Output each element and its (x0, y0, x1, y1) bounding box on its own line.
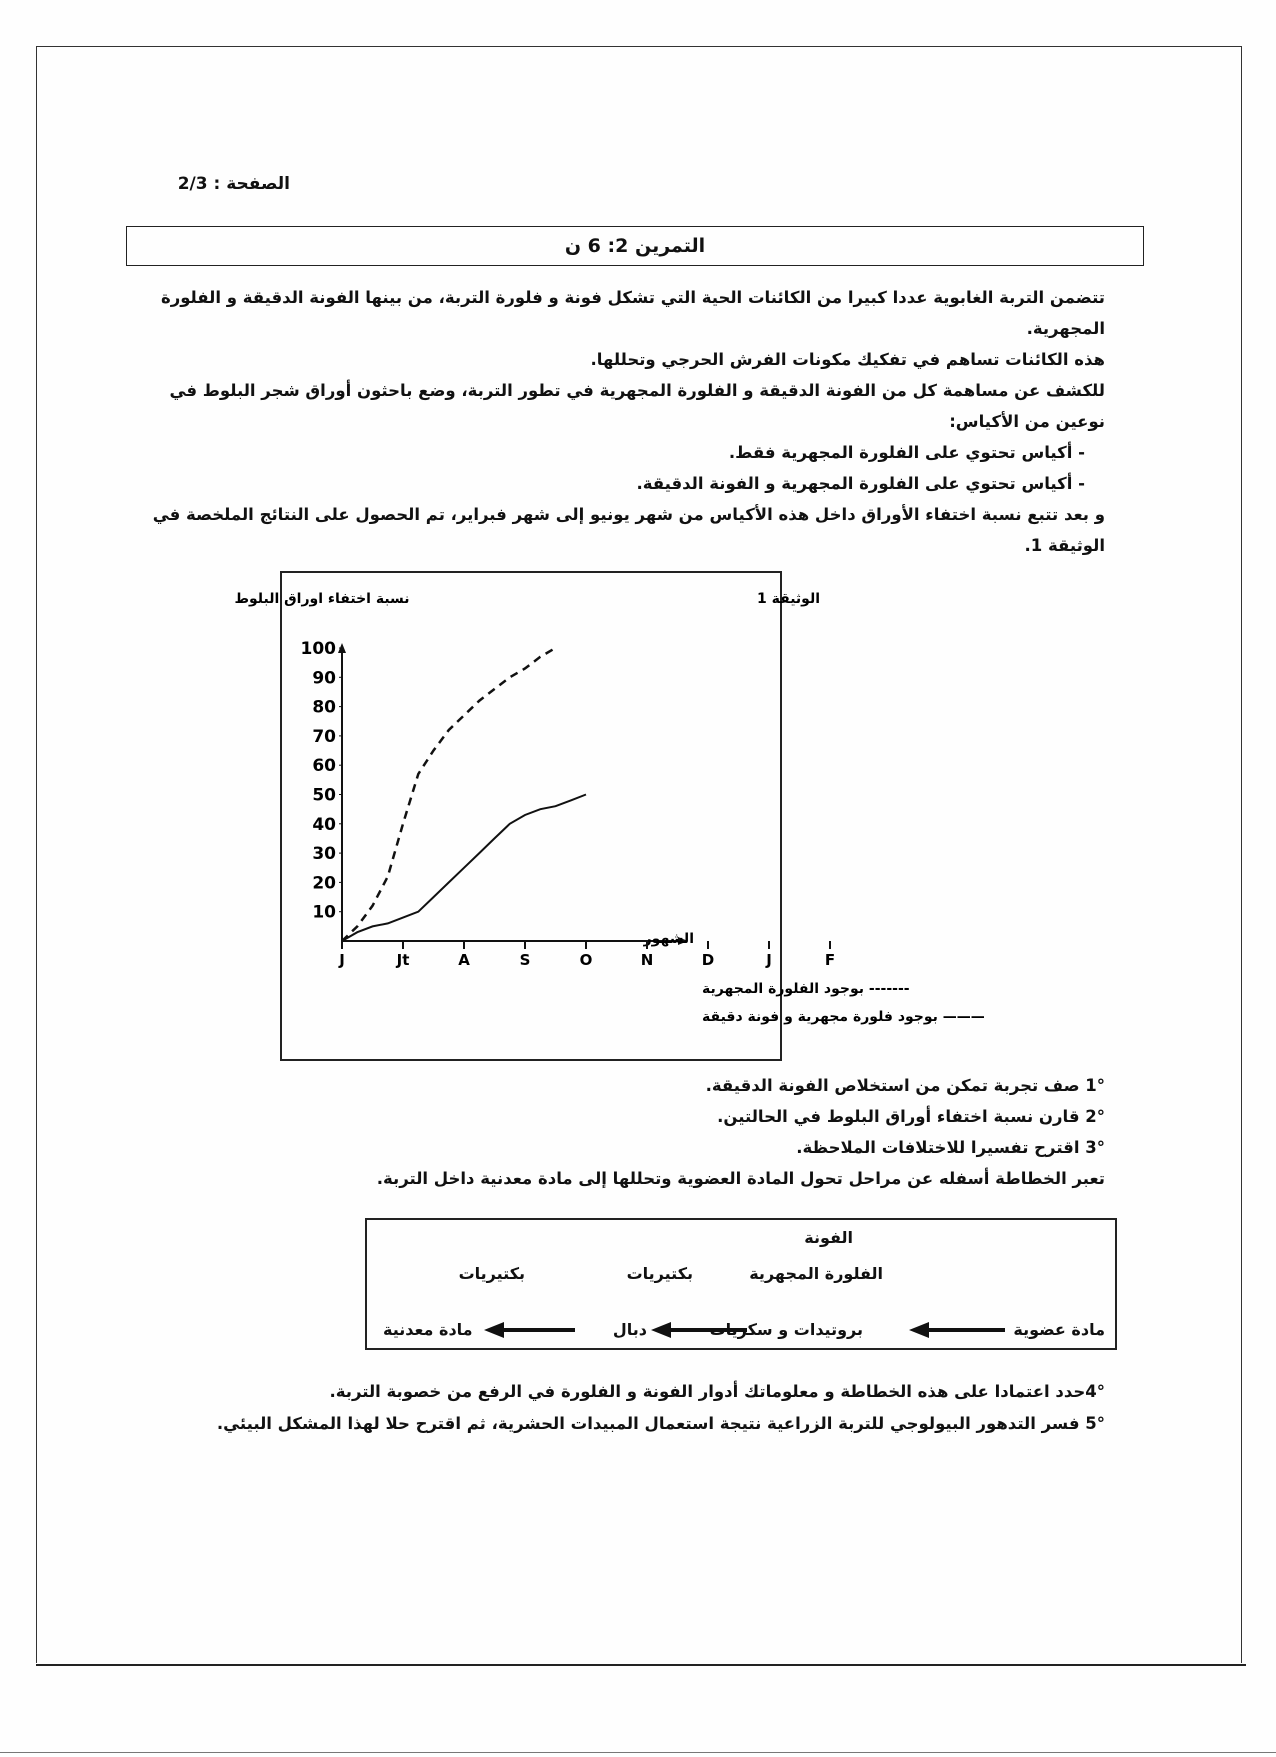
intro-paragraph-1: تتضمن التربة الغابوية عددا كبيرا من الكائنات الحية التي تشكل فونة و فلورة التربة، من بينها الفونة الدقيقة و الفلورة المجهرية. (160, 288, 1105, 338)
chart-x-tick-label: A (458, 951, 470, 969)
chart-x-tick-label: F (824, 951, 836, 969)
chart-y-tick-label: 20 (312, 873, 336, 894)
chart-y-axis-title: نسبة اختفاء اوراق البلوط (234, 591, 410, 607)
chart-y-tick-label: 70 (312, 726, 336, 747)
diagram-arrow-2 (649, 1320, 749, 1340)
exercise-title: التمرين 2: 6 ن (126, 226, 1144, 266)
document-1-chart (234, 571, 985, 1061)
page-bottom-rule (36, 1664, 1246, 1666)
chart-y-tick-label: 50 (312, 785, 336, 806)
chart-x-axis-title: الشهور (643, 931, 694, 947)
chart-y-tick-label: 90 (312, 668, 336, 689)
chart-y-tick-label: 30 (312, 844, 336, 865)
questions-part-1 (340, 1070, 1105, 1194)
chart-x-tick-label: J (339, 951, 345, 969)
intro-paragraph-3: للكشف عن مساهمة كل من الفونة الدقيقة و الفلورة المجهرية في تطور التربة، وضع باحثون أوراق شجر البلوط في نوعين من الأكياس: (169, 381, 1105, 431)
chart-x-tick-label: O (579, 951, 593, 969)
chart-legend-flora-fauna: ——— بوجود فلورة مجهرية و فونة دقيقة (702, 1009, 985, 1025)
chart-svg (234, 573, 985, 1059)
diagram-intro: تعبر الخطاطة أسفله عن مراحل تحول المادة العضوية وتحللها إلى مادة معدنية داخل التربة. (376, 1169, 1105, 1188)
diagram-microflora-label: الفلورة المجهرية (749, 1264, 883, 1283)
bullet-item-1: - أكياس تحتوي على الفلورة المجهرية فقط. (728, 443, 1085, 462)
intro-paragraph-2: هذه الكائنات تساهم في تفكيك مكونات الفرش الحرجي وتحللها. (590, 350, 1105, 369)
chart-legend-flora: ------- بوجود الفلورة المجهرية (702, 981, 910, 997)
chart-y-tick-label: 100 (300, 639, 336, 659)
diagram-proteins-sugars: بروتيدات و سكريات (709, 1320, 863, 1339)
diagram-arrow-1 (907, 1320, 1007, 1340)
chart-x-tick-label: D (701, 951, 715, 969)
intro-text (140, 282, 1105, 561)
diagram-organic-matter: مادة عضوية (1013, 1320, 1105, 1339)
question-3: 3° اقترح تفسيرا للاختلافات الملاحظة. (796, 1138, 1105, 1157)
question-2: 2° قارن نسبة اختفاء أوراق البلوط في الحالتين. (717, 1107, 1105, 1126)
diagram-fauna-label: الفونة (804, 1228, 853, 1247)
chart-y-tick-label: 40 (312, 814, 336, 835)
diagram-arrow-3 (482, 1320, 577, 1340)
chart-y-tick-label: 80 (312, 697, 336, 718)
bullet-item-2: - أكياس تحتوي على الفلورة المجهرية و الفونة الدقيقة. (636, 474, 1085, 493)
chart-x-tick-label: S (519, 951, 531, 969)
chart-y-tick-label: 10 (312, 902, 336, 923)
diagram-mineral-matter: مادة معدنية (383, 1320, 473, 1339)
diagram-bacteria-label-1: بكتيريات (626, 1264, 693, 1283)
chart-series-line-2 (342, 795, 586, 942)
chart-y-tick-label: 60 (312, 756, 336, 777)
chart-x-tick-label: N (640, 951, 654, 969)
chart-x-tick-label: J (766, 951, 772, 969)
scan-edge (0, 1752, 1276, 1753)
question-1: 1° صف تجربة تمكن من استخلاص الفونة الدقيقة. (705, 1076, 1105, 1095)
intro-paragraph-4: و بعد تتبع نسبة اختفاء الأوراق داخل هذه الأكياس من شهر يونيو إلى شهر فبراير، تم الحصول على النتائج الملخصة في الوثيقة 1. (152, 505, 1105, 555)
questions-part-2 (200, 1376, 1105, 1440)
diagram-humus: دبال (612, 1320, 647, 1339)
chart-x-tick-label: Jt (396, 951, 410, 969)
decomposition-diagram (365, 1218, 1117, 1350)
chart-doc-label: الوثيقة 1 (757, 591, 820, 607)
question-4: 4°حدد اعتمادا على هذه الخطاطة و معلوماتك أدوار الفونة و الفلورة في الرفع من خصوبة التربة. (329, 1382, 1105, 1401)
question-5: 5° فسر التدهور البيولوجي للتربة الزراعية نتيجة استعمال المبيدات الحشرية، ثم اقترح حلا لهذا المشكل البيئي. (216, 1414, 1105, 1433)
diagram-bacteria-label-2: بكتيريات (458, 1264, 525, 1283)
page-number: الصفحة : 2/3 (177, 174, 290, 194)
chart-series-line-1 (342, 648, 556, 941)
